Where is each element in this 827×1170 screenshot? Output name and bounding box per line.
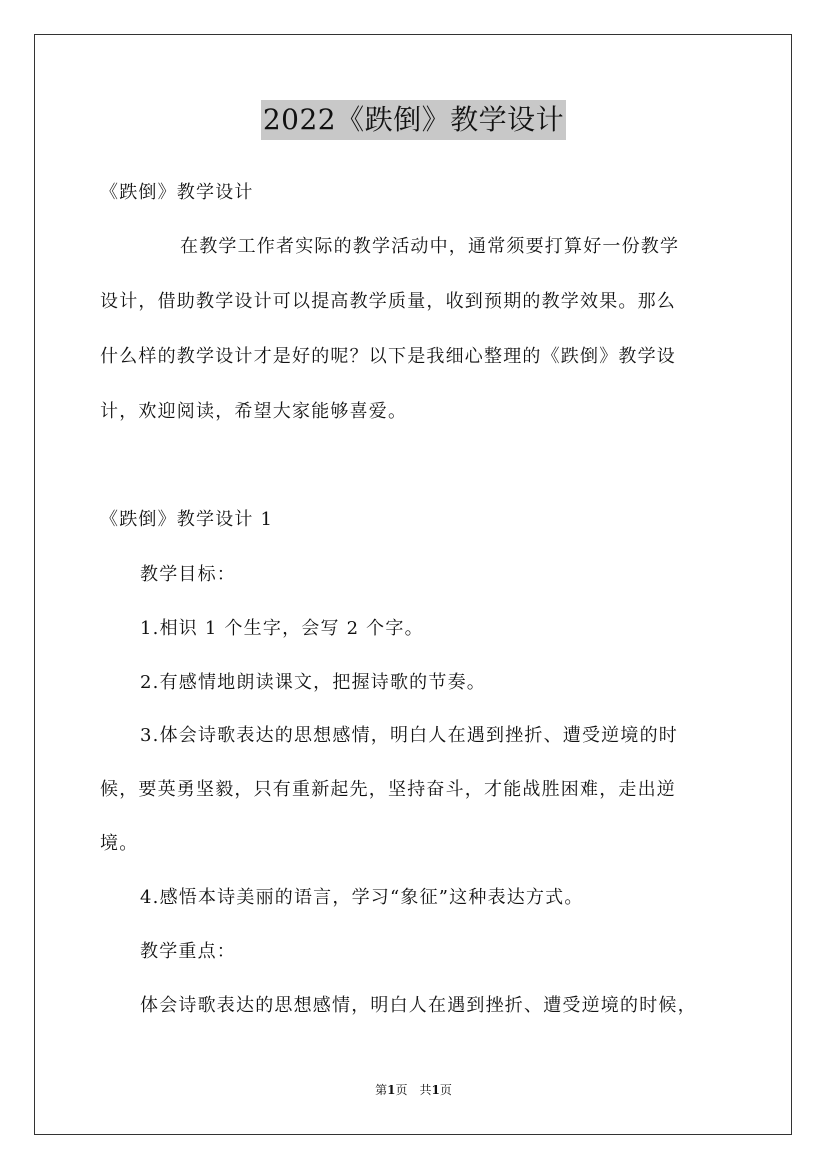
footer-page-suffix: 页	[439, 1083, 452, 1097]
footer-page-total: 1	[431, 1083, 440, 1097]
goal-item-2: 2.有感情地朗读课文，把握诗歌的节奏。	[140, 672, 486, 693]
goal-item-1: 1.相识 1 个生字，会写 2 个字。	[140, 618, 424, 639]
key-label: 教学重点：	[140, 941, 236, 962]
intro-line-1: 在教学工作者实际的教学活动中，通常须要打算好一份教学	[180, 236, 680, 257]
goals-label: 教学目标：	[140, 564, 236, 585]
section-heading: 《跌倒》教学设计 1	[100, 509, 274, 530]
page-footer	[0, 1082, 827, 1098]
intro-line-2: 设计，借助教学设计可以提高教学质量，收到预期的教学效果。那么	[100, 291, 676, 312]
intro-line-3: 什么样的教学设计才是好的呢？以下是我细心整理的《跌倒》教学设	[100, 346, 676, 367]
document-subtitle: 《跌倒》教学设计	[100, 182, 254, 203]
document-title: 2022《跌倒》教学设计	[261, 100, 566, 140]
footer-page-prefix: 第	[375, 1083, 388, 1097]
footer-page-mid: 页 共	[395, 1083, 432, 1097]
intro-line-4: 计，欢迎阅读，希望大家能够喜爱。	[100, 401, 408, 422]
title-container	[0, 100, 827, 140]
key-text: 体会诗歌表达的思想感情，明白人在遇到挫折、遭受逆境的时候，	[140, 995, 697, 1016]
goal-item-3-cont: 候，要英勇坚毅，只有重新起先，坚持奋斗，才能战胜困难，走出逆	[100, 779, 676, 800]
goal-item-4: 4.感悟本诗美丽的语言，学习“象征”这种表达方式。	[140, 887, 584, 908]
goal-item-3-end: 境。	[100, 833, 139, 854]
goal-item-3: 3.体会诗歌表达的思想感情，明白人在遇到挫折、遭受逆境的时	[140, 725, 678, 746]
footer-page-number: 1	[387, 1083, 396, 1097]
